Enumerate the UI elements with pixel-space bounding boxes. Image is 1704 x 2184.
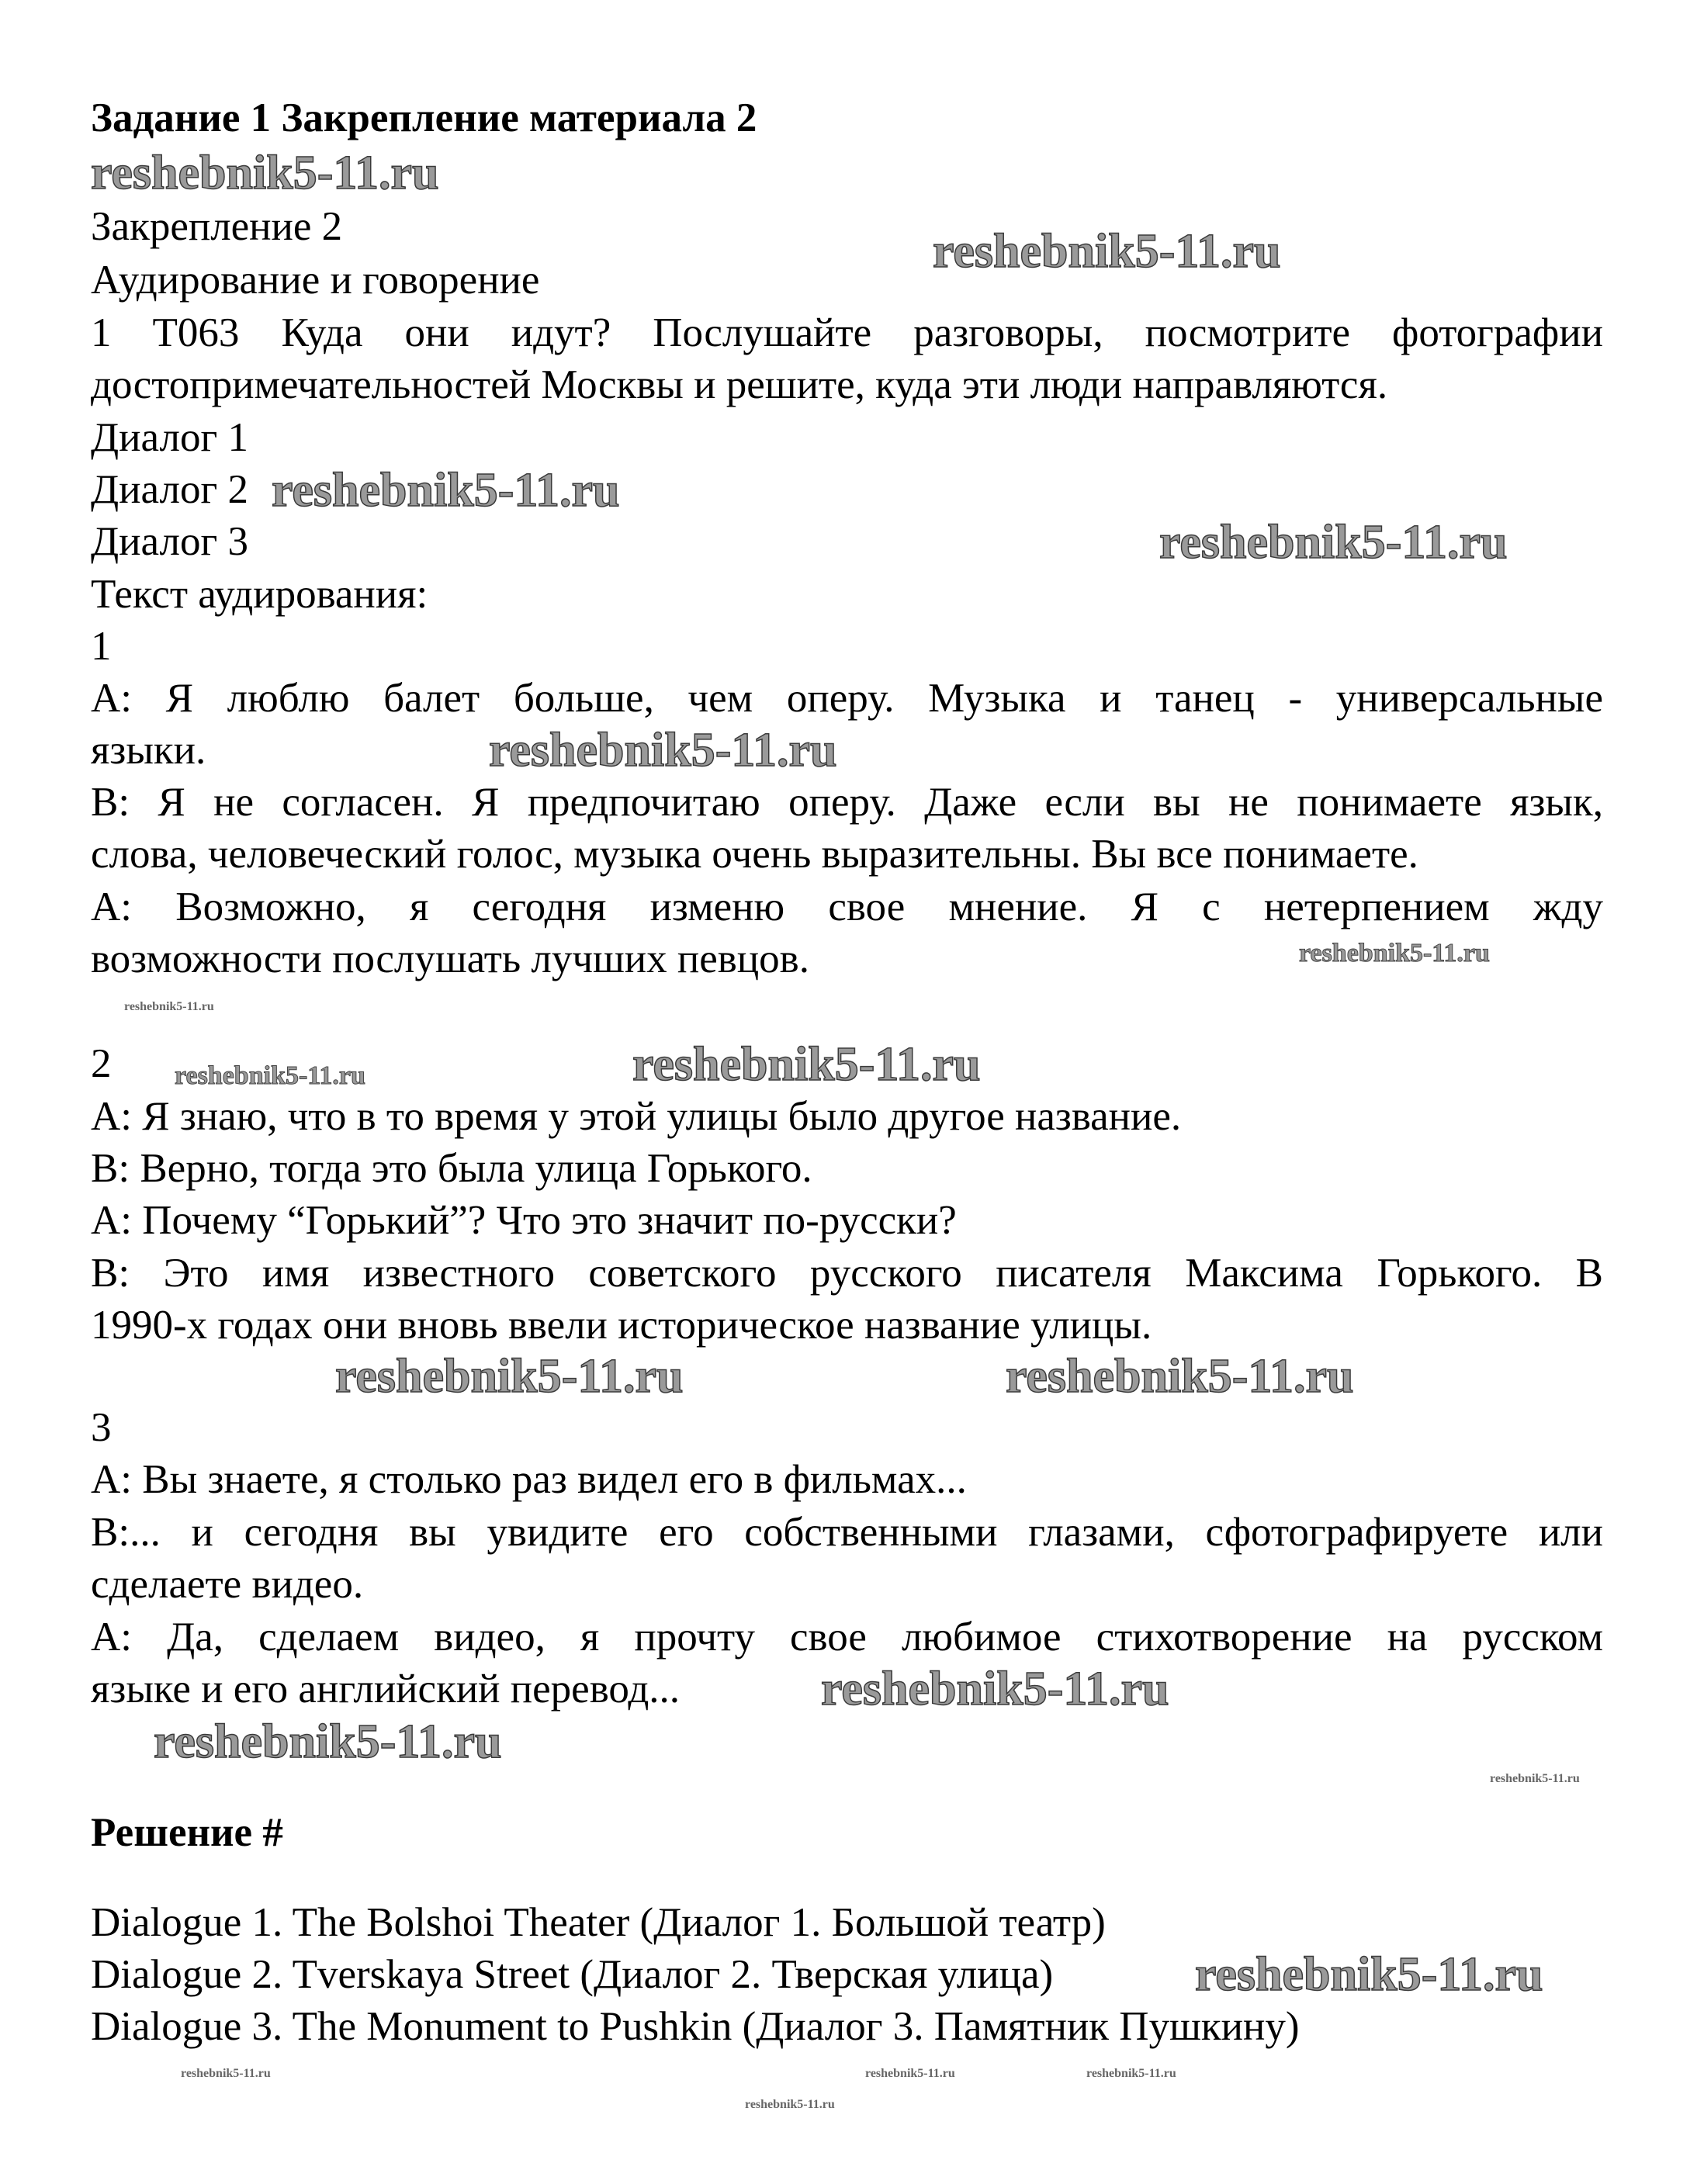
dialog-line: языки. [91,728,206,773]
dialog-line: 1990-х годах они вновь ввели историческое название улицы. [91,1303,1152,1348]
subtitle: Закрепление 2 [91,204,343,249]
task-line: достопримечательностей Москвы и решите, куда эти люди направляются. [91,362,1388,407]
watermark: reshebnik5-11.ru [1195,1948,1543,2001]
watermark: reshebnik5-11.ru [154,1715,502,1768]
task-line: 1 T063 Куда они идут? Послушайте разговоры, посмотрите фотографии [91,310,1603,355]
page-title: Задание 1 Закрепление материала 2 [91,95,757,140]
watermark: reshebnik5-11.ru [632,1038,981,1091]
dialog-line: B: Я не согласен. Я предпочитаю оперу. Даже если вы не понимаете язык, [91,780,1603,825]
dialog-line: языке и его английский перевод... [91,1667,681,1712]
dialog-line: B:... и сегодня вы увидите его собственными глазами, сфотографируете или [91,1510,1603,1555]
dialog-number: 2 [91,1041,112,1086]
watermark: reshebnik5-11.ru [821,1663,1169,1715]
dialog-line: A: Да, сделаем видео, я прочту свое любимое стихотворение на русском [91,1615,1603,1660]
dialog-line: A: Возможно, я сегодня изменю свое мнение. Я с нетерпением жду [91,884,1603,929]
transcript-label: Текст аудирования: [91,572,428,617]
watermark: reshebnik5-11.ru [272,464,620,517]
watermark: reshebnik5-11.ru [1006,1350,1354,1403]
answer-line: Dialogue 1. The Bolshoi Theater (Диалог 1. Большой театр) [91,1900,1106,1945]
watermark: reshebnik5-11.ru [91,147,439,199]
dialog-line: сделаете видео. [91,1562,364,1607]
watermark: reshebnik5-11.ru [124,1000,214,1013]
watermark: reshebnik5-11.ru [865,2067,955,2080]
watermark: reshebnik5-11.ru [489,724,837,777]
dialog-line: B: Верно, тогда это была улица Горького. [91,1146,812,1191]
watermark: reshebnik5-11.ru [1086,2067,1176,2080]
dialog-line: A: Почему “Горький”? Что это значит по-русски? [91,1198,957,1243]
watermark: reshebnik5-11.ru [181,2067,271,2080]
watermark: reshebnik5-11.ru [1299,939,1490,967]
watermark: reshebnik5-11.ru [1490,1772,1580,1785]
watermark: reshebnik5-11.ru [1159,516,1508,569]
dialog-number: 1 [91,624,112,669]
dialog-number: 3 [91,1405,112,1450]
dialog-line: B: Это имя известного советского русского писателя Максима Горького. В [91,1251,1603,1296]
watermark: reshebnik5-11.ru [745,2098,835,2111]
dialog-label: Диалог 1 [91,415,248,460]
dialog-label: Диалог 3 [91,519,248,564]
dialog-label: Диалог 2 [91,467,248,512]
dialog-line: A: Я люблю балет больше, чем оперу. Музыка и танец - универсальные [91,676,1603,721]
answer-line: Dialogue 3. The Monument to Pushkin (Диалог 3. Памятник Пушкину) [91,2004,1300,2049]
watermark: reshebnik5-11.ru [175,1061,365,1090]
dialog-line: возможности послушать лучших певцов. [91,936,809,981]
answer-line: Dialogue 2. Tverskaya Street (Диалог 2. Тверская улица) [91,1952,1054,1997]
watermark: reshebnik5-11.ru [933,225,1281,278]
dialog-line: слова, человеческий голос, музыка очень выразительны. Вы все понимаете. [91,832,1418,877]
section-heading: Аудирование и говорение [91,258,540,303]
watermark: reshebnik5-11.ru [335,1350,684,1403]
dialog-line: A: Я знаю, что в то время у этой улицы было другое название. [91,1094,1182,1139]
solution-heading: Решение # [91,1810,283,1855]
dialog-line: A: Вы знаете, я столько раз видел его в фильмах... [91,1457,967,1502]
